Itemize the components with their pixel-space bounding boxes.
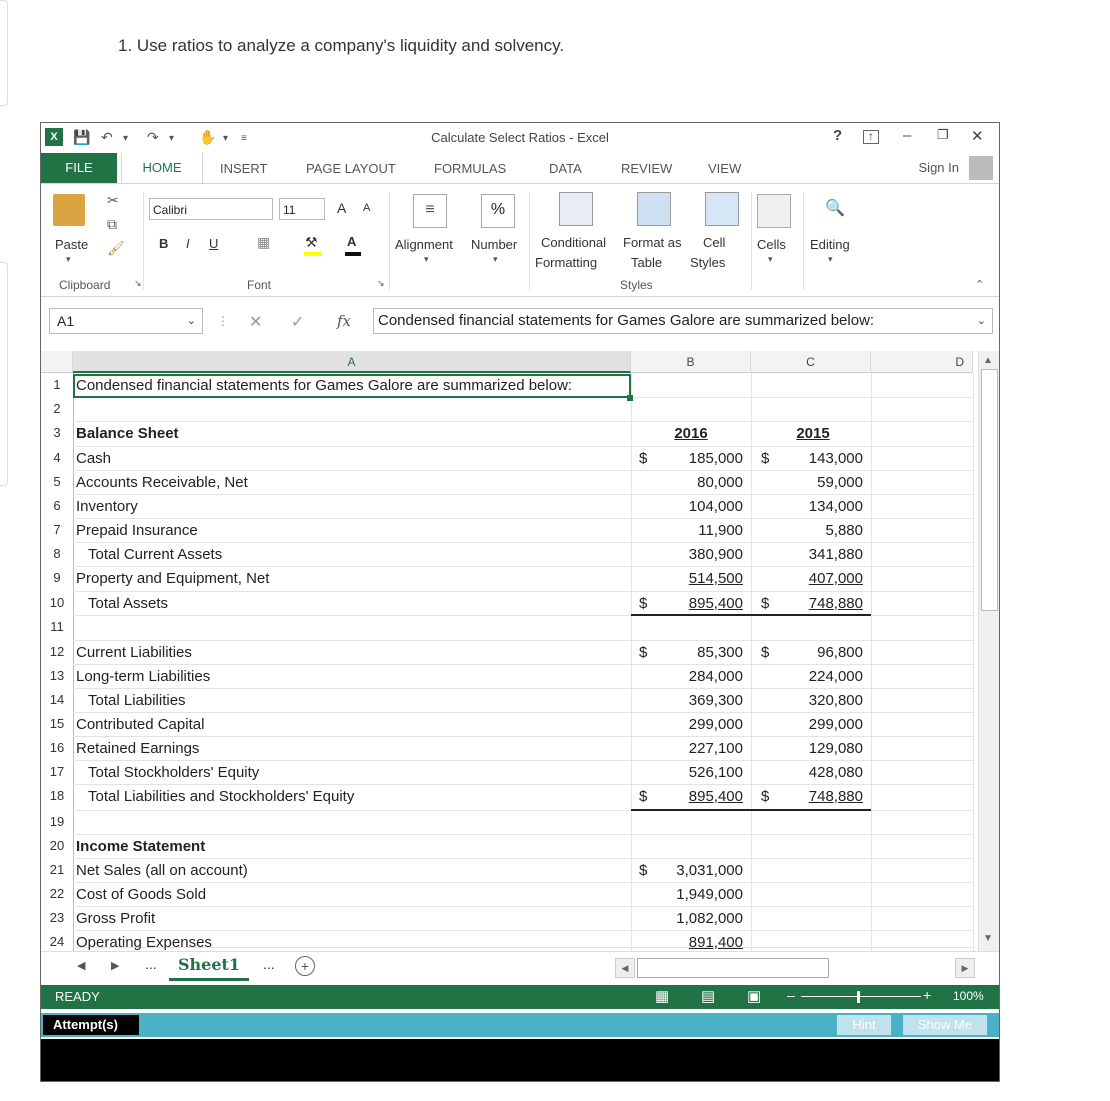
vertical-scroll-thumb[interactable] bbox=[981, 369, 998, 611]
excel-logo-icon: X bbox=[45, 128, 63, 146]
excel-window bbox=[40, 122, 1000, 1082]
column-header-d[interactable]: D bbox=[871, 351, 973, 373]
row-header[interactable]: 21 bbox=[49, 862, 65, 877]
conditional-formatting-button-line2[interactable]: Formatting bbox=[535, 255, 598, 270]
find-binoculars-icon[interactable]: 🔍 bbox=[825, 200, 845, 217]
grow-font-icon[interactable]: A bbox=[337, 200, 347, 216]
scroll-down-icon[interactable]: ▼ bbox=[983, 933, 993, 944]
restore-icon[interactable]: ❐ bbox=[937, 127, 949, 142]
collapse-ribbon-icon[interactable]: ⌃ bbox=[975, 279, 985, 291]
cell-b[interactable]: 104,000 bbox=[688, 498, 743, 515]
double-underline bbox=[631, 808, 751, 811]
zoom-slider-thumb[interactable] bbox=[857, 991, 860, 1003]
cell-b[interactable]: 284,000 bbox=[688, 668, 743, 685]
title-bar bbox=[41, 123, 999, 153]
cell-a[interactable]: Current Liabilities bbox=[76, 644, 192, 661]
tab-home[interactable]: HOME bbox=[121, 153, 203, 183]
clipboard-launcher-icon[interactable]: ↘ bbox=[134, 278, 142, 288]
row-header[interactable]: 20 bbox=[49, 838, 65, 853]
cell-styles-button[interactable]: Cell bbox=[703, 235, 726, 250]
minimize-button[interactable]: – bbox=[903, 127, 912, 144]
tab-file[interactable]: FILE bbox=[41, 153, 117, 183]
row-header[interactable]: 7 bbox=[53, 522, 61, 537]
row-header[interactable]: 8 bbox=[53, 546, 61, 561]
row-header[interactable]: 19 bbox=[49, 814, 65, 829]
fill-color-swatch bbox=[304, 252, 322, 256]
cell-a[interactable]: Total Liabilities and Stockholders' Equity bbox=[88, 788, 355, 805]
cell-b[interactable]: 11,900 bbox=[698, 522, 743, 539]
row-header[interactable]: 14 bbox=[49, 692, 65, 707]
cell-b[interactable]: 895,400 bbox=[688, 595, 743, 612]
editing-dropdown-icon[interactable]: ▾ bbox=[828, 254, 833, 264]
paste-dropdown-icon[interactable]: ▾ bbox=[66, 254, 71, 264]
insert-function-icon[interactable]: fx bbox=[337, 312, 352, 330]
cell-c[interactable]: 299,000 bbox=[808, 716, 863, 733]
window-title: Calculate Select Ratios - Excel bbox=[431, 130, 609, 145]
currency-symbol[interactable]: $ bbox=[639, 595, 648, 612]
cell-b[interactable]: 1,949,000 bbox=[676, 886, 743, 903]
show-me-button[interactable]: Show Me bbox=[903, 1015, 987, 1035]
font-size-box[interactable]: 11 bbox=[279, 198, 325, 220]
formula-bar bbox=[41, 302, 999, 342]
currency-symbol[interactable]: $ bbox=[761, 595, 770, 612]
selected-cell-a1 bbox=[73, 374, 631, 398]
number-button[interactable]: Number bbox=[471, 237, 518, 252]
bold-button[interactable]: B bbox=[159, 236, 169, 251]
formula-content: Condensed financial statements for Games Galore are summarized below: bbox=[378, 312, 875, 329]
conditional-formatting-button[interactable]: Conditional bbox=[541, 235, 607, 250]
cell-a[interactable]: Operating Expenses bbox=[76, 934, 212, 951]
name-box-value: A1 bbox=[57, 313, 75, 329]
row-header[interactable]: 15 bbox=[49, 716, 65, 731]
double-underline bbox=[751, 613, 871, 616]
left-frame-edge bbox=[0, 262, 8, 486]
cell-b[interactable]: 895,400 bbox=[688, 788, 743, 805]
column-header-a[interactable]: A bbox=[73, 351, 631, 373]
cell-a[interactable]: Gross Profit bbox=[76, 910, 156, 927]
conditional-formatting-icon[interactable] bbox=[559, 192, 593, 226]
double-underline bbox=[751, 808, 871, 811]
page-layout-view-icon[interactable]: ▤ bbox=[701, 988, 716, 1005]
help-icon[interactable]: ? bbox=[833, 127, 843, 144]
sheet-tab-sheet1[interactable]: Sheet1 bbox=[169, 952, 249, 981]
name-box[interactable] bbox=[49, 308, 203, 334]
cell-a[interactable]: Cash bbox=[76, 450, 112, 467]
cell-a[interactable]: Property and Equipment, Net bbox=[76, 570, 270, 587]
attempts-label: Attempt(s) bbox=[43, 1015, 139, 1035]
cell-styles-icon[interactable] bbox=[705, 192, 739, 226]
cell-c[interactable]: 748,880 bbox=[808, 788, 863, 805]
ribbon-display-icon[interactable]: ↑ bbox=[863, 130, 879, 144]
undo-icon[interactable]: ↶ bbox=[101, 129, 113, 145]
ribbon bbox=[41, 184, 999, 297]
row-header[interactable]: 1 bbox=[53, 377, 61, 392]
font-color-swatch bbox=[345, 252, 361, 256]
undo-dropdown-icon[interactable]: ▾ bbox=[123, 133, 129, 144]
row-header[interactable]: 22 bbox=[49, 886, 65, 901]
alignment-icon[interactable]: ≡ bbox=[413, 194, 447, 228]
attempts-bar bbox=[41, 1013, 999, 1037]
borders-icon[interactable]: ▦ bbox=[257, 234, 271, 250]
cell-c[interactable]: 748,880 bbox=[808, 595, 863, 612]
cell-b[interactable]: 3,031,000 bbox=[676, 862, 743, 879]
close-button[interactable]: ✕ bbox=[971, 128, 984, 145]
cell-c[interactable]: 2015 bbox=[796, 425, 830, 442]
cell-a[interactable]: Income Statement bbox=[76, 838, 206, 855]
cell-a[interactable]: Total Liabilities bbox=[88, 692, 186, 709]
paste-label[interactable]: Paste bbox=[55, 237, 89, 252]
sign-in-link[interactable]: Sign In bbox=[918, 160, 959, 175]
currency-symbol[interactable]: $ bbox=[639, 788, 648, 805]
hscroll-left-icon[interactable]: ◀ bbox=[615, 958, 635, 978]
paste-icon[interactable] bbox=[53, 194, 85, 226]
redo-icon[interactable]: ↷ bbox=[147, 129, 159, 145]
horizontal-scroll-thumb[interactable] bbox=[637, 958, 829, 978]
formula-input[interactable] bbox=[373, 308, 993, 334]
sheet-prev-icon[interactable]: ◀ bbox=[77, 960, 86, 972]
cell-c[interactable]: 320,800 bbox=[808, 692, 863, 709]
avatar-icon[interactable] bbox=[969, 156, 993, 180]
normal-view-icon[interactable]: ▦ bbox=[655, 988, 670, 1005]
column-header-c[interactable]: C bbox=[751, 351, 871, 373]
cell-a[interactable]: Total Stockholders' Equity bbox=[88, 764, 260, 781]
copy-icon[interactable]: ⧉ bbox=[107, 216, 117, 232]
format-as-table-button-line2[interactable]: Table bbox=[631, 255, 663, 270]
font-name-box[interactable]: Calibri bbox=[149, 198, 273, 220]
expand-formula-icon[interactable]: ⌄ bbox=[976, 315, 986, 327]
tab-formulas[interactable]: FORMULAS bbox=[434, 161, 507, 176]
save-icon[interactable]: 💾 bbox=[73, 129, 91, 145]
qat-dropdown-icon[interactable]: ▾ bbox=[223, 133, 229, 144]
tab-review[interactable]: REVIEW bbox=[621, 161, 673, 176]
tab-insert[interactable]: INSERT bbox=[220, 161, 268, 176]
cells-button[interactable]: Cells bbox=[757, 237, 786, 252]
fill-handle[interactable] bbox=[627, 395, 633, 401]
cell-c[interactable]: 134,000 bbox=[808, 498, 863, 515]
cell-b[interactable]: 85,300 bbox=[697, 644, 743, 661]
cell-b[interactable]: 185,000 bbox=[688, 450, 743, 467]
cell-b[interactable]: 891,400 bbox=[688, 934, 743, 951]
zoom-level[interactable]: 100% bbox=[953, 989, 984, 1003]
row-header[interactable]: 16 bbox=[49, 740, 65, 755]
cell-b[interactable]: 380,900 bbox=[688, 546, 743, 563]
number-dropdown-icon[interactable]: ▾ bbox=[493, 254, 498, 264]
tab-page-layout[interactable]: PAGE LAYOUT bbox=[306, 161, 396, 176]
currency-symbol[interactable]: $ bbox=[639, 644, 648, 661]
cell-b[interactable]: 299,000 bbox=[688, 716, 743, 733]
cell-b[interactable]: 526,100 bbox=[688, 764, 743, 781]
percent-icon[interactable]: % bbox=[481, 194, 515, 228]
currency-symbol[interactable]: $ bbox=[761, 644, 770, 661]
currency-symbol[interactable]: $ bbox=[639, 862, 648, 879]
format-painter-icon[interactable]: 🖌 bbox=[107, 240, 125, 256]
cell-b[interactable]: 1,082,000 bbox=[676, 910, 743, 927]
cell-a[interactable]: Total Assets bbox=[88, 595, 169, 612]
cell-c[interactable]: 407,000 bbox=[808, 570, 863, 587]
cells-dropdown-icon[interactable]: ▾ bbox=[768, 254, 773, 264]
scroll-up-icon[interactable]: ▲ bbox=[983, 355, 993, 366]
cell-a[interactable]: Contributed Capital bbox=[76, 716, 205, 733]
row-header[interactable]: 12 bbox=[49, 644, 65, 659]
cell-b[interactable]: 227,100 bbox=[688, 740, 743, 757]
new-sheet-icon[interactable]: + bbox=[295, 956, 315, 976]
ribbon-tabs bbox=[41, 153, 999, 184]
double-underline bbox=[631, 613, 751, 616]
tab-view[interactable]: VIEW bbox=[708, 161, 742, 176]
cell-a[interactable]: Long-term Liabilities bbox=[76, 668, 211, 685]
row-header[interactable]: 18 bbox=[49, 788, 65, 803]
currency-symbol[interactable]: $ bbox=[639, 450, 648, 467]
row-header[interactable]: 11 bbox=[50, 619, 64, 634]
alignment-button[interactable]: Alignment bbox=[395, 237, 453, 252]
sheet-more-right[interactable]: ... bbox=[263, 956, 275, 972]
question-text: 1. Use ratios to analyze a company's liquidity and solvency. bbox=[118, 36, 565, 55]
status-ready: READY bbox=[55, 989, 100, 1004]
cell-c[interactable]: 143,000 bbox=[808, 450, 863, 467]
cell-a[interactable]: Total Current Assets bbox=[88, 546, 223, 563]
cell-a[interactable]: Balance Sheet bbox=[76, 425, 179, 442]
hint-button[interactable]: Hint bbox=[837, 1015, 891, 1035]
status-bar bbox=[41, 985, 999, 1009]
alignment-dropdown-icon[interactable]: ▾ bbox=[424, 254, 429, 264]
sheet-more-left[interactable]: ... bbox=[145, 956, 157, 972]
row-header[interactable]: 4 bbox=[53, 450, 61, 465]
cell-a[interactable]: Cost of Goods Sold bbox=[76, 886, 207, 903]
sheet-tab-bar bbox=[41, 951, 999, 982]
sheet-next-icon[interactable]: ▶ bbox=[111, 960, 120, 972]
name-box-dropdown-icon[interactable]: ⌄ bbox=[186, 315, 196, 327]
hscroll-right-icon[interactable]: ▶ bbox=[955, 958, 975, 978]
fill-color-icon[interactable]: ⚒ bbox=[305, 234, 318, 250]
cell-b[interactable]: 2016 bbox=[674, 425, 708, 442]
tab-data[interactable]: DATA bbox=[549, 161, 582, 176]
currency-symbol[interactable]: $ bbox=[761, 788, 770, 805]
row-header[interactable]: 24 bbox=[49, 934, 65, 949]
font-color-button[interactable]: A bbox=[347, 234, 357, 249]
cell-c[interactable]: 96,800 bbox=[817, 644, 863, 661]
cells-icon[interactable] bbox=[757, 194, 791, 228]
cut-icon[interactable]: ✂ bbox=[107, 192, 119, 208]
redo-dropdown-icon[interactable]: ▾ bbox=[169, 133, 175, 144]
styles-group-label: Styles bbox=[620, 278, 653, 292]
cell-b[interactable]: 80,000 bbox=[697, 474, 743, 491]
touch-mode-icon[interactable]: ✋ bbox=[199, 129, 217, 145]
editing-button[interactable]: Editing bbox=[810, 237, 850, 252]
shrink-font-icon[interactable]: A bbox=[363, 202, 371, 214]
cell-c[interactable]: 224,000 bbox=[808, 668, 863, 685]
left-frame-edge bbox=[0, 0, 8, 106]
format-as-table-icon[interactable] bbox=[637, 192, 671, 226]
row-header[interactable]: 5 bbox=[53, 474, 61, 489]
font-group-label: Font bbox=[247, 278, 272, 292]
cell-c[interactable]: 341,880 bbox=[808, 546, 863, 563]
format-as-table-button[interactable]: Format as bbox=[623, 235, 682, 250]
footer-bar bbox=[41, 1039, 999, 1081]
page-break-view-icon[interactable]: ▣ bbox=[747, 988, 762, 1005]
cell-a[interactable]: Prepaid Insurance bbox=[76, 522, 198, 539]
formula-bar-grip-icon: ⋮ bbox=[217, 314, 229, 328]
cell-a[interactable]: Condensed financial statements for Games Galore are summarized below: bbox=[76, 377, 573, 394]
zoom-in-icon[interactable]: + bbox=[923, 987, 932, 1003]
select-all-corner[interactable] bbox=[41, 351, 73, 373]
cell-c[interactable]: 59,000 bbox=[817, 474, 863, 491]
underline-button[interactable]: U bbox=[209, 236, 219, 251]
row-header[interactable]: 23 bbox=[49, 910, 65, 925]
row-header[interactable]: 3 bbox=[53, 425, 61, 440]
clipboard-group-label: Clipboard bbox=[59, 278, 111, 292]
cell-a[interactable]: Net Sales (all on account) bbox=[76, 862, 248, 879]
cell-styles-button-line2[interactable]: Styles bbox=[690, 255, 726, 270]
zoom-slider[interactable] bbox=[801, 996, 921, 997]
cell-b[interactable]: 514,500 bbox=[688, 570, 743, 587]
customize-qat-icon[interactable]: ≡ bbox=[241, 133, 247, 144]
cell-c[interactable]: 428,080 bbox=[808, 764, 863, 781]
spreadsheet-grid[interactable] bbox=[41, 351, 999, 951]
cell-a[interactable]: Retained Earnings bbox=[76, 740, 200, 757]
cell-b[interactable]: 369,300 bbox=[688, 692, 743, 709]
zoom-out-icon[interactable]: – bbox=[787, 987, 795, 1003]
cell-a[interactable]: Accounts Receivable, Net bbox=[76, 474, 248, 491]
cancel-icon[interactable]: ✕ bbox=[249, 314, 263, 331]
cell-c[interactable]: 129,080 bbox=[808, 740, 863, 757]
cell-c[interactable]: 5,880 bbox=[825, 522, 863, 539]
row-header[interactable]: 17 bbox=[49, 764, 65, 779]
row-header[interactable]: 6 bbox=[53, 498, 61, 513]
enter-icon[interactable]: ✓ bbox=[291, 314, 305, 331]
row-header[interactable]: 13 bbox=[49, 668, 65, 683]
currency-symbol[interactable]: $ bbox=[761, 450, 770, 467]
cell-a[interactable]: Inventory bbox=[76, 498, 138, 515]
row-header[interactable]: 9 bbox=[53, 570, 61, 585]
column-header-b[interactable]: B bbox=[631, 351, 751, 373]
font-launcher-icon[interactable]: ↘ bbox=[377, 278, 385, 288]
row-header[interactable]: 2 bbox=[53, 401, 61, 416]
italic-button[interactable]: I bbox=[186, 236, 190, 251]
row-header[interactable]: 10 bbox=[49, 595, 65, 610]
